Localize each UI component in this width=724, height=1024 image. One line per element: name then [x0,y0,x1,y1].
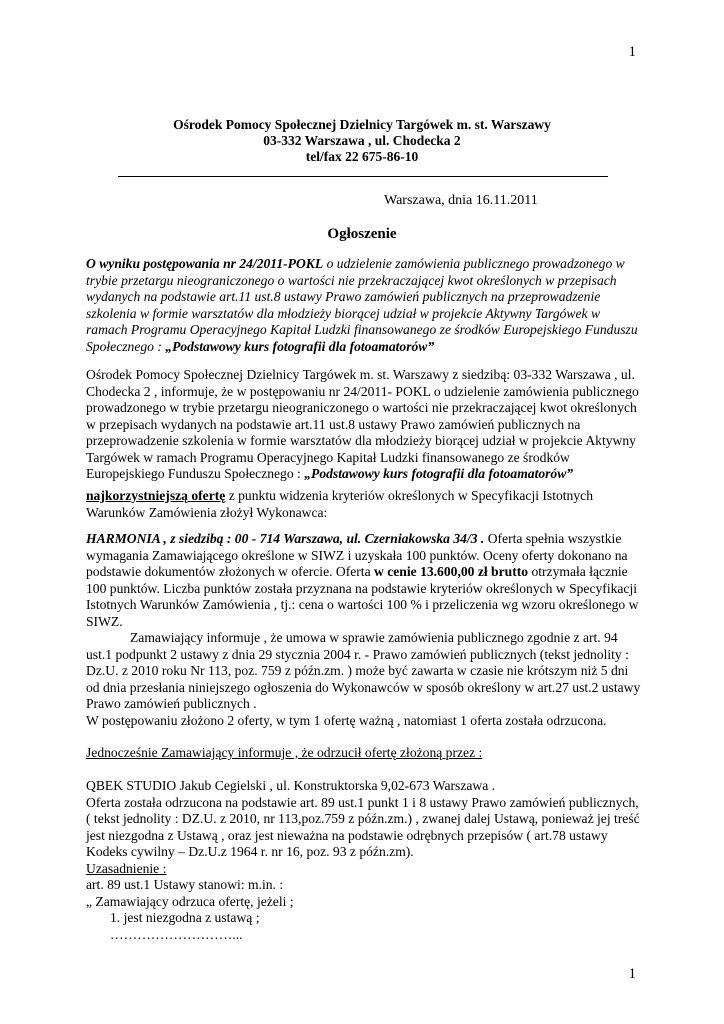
page-number-bottom: 1 [628,966,636,982]
justification-ellipsis: ………………………... [110,926,243,942]
paragraph-best-offer [86,488,642,521]
paragraph-offers-count: W postępowaniu złożono 2 oferty, w tym 1 ofertę ważną , natomiast 1 oferta została odrzucona. [86,712,607,728]
rejection-heading [86,745,642,762]
intro-paragraph [86,256,642,355]
paragraph-announcement-course: „Podstawowy kurs fotografii dla fotoamatorów” [304,466,574,481]
justification-label: Uzasadnienie : [86,860,167,876]
paragraph-winner [86,531,642,729]
letterhead-phone: tel/fax 22 675-86-10 [305,149,419,164]
justification-item-1: 1. jest niezgodna z ustawą ; [110,910,260,925]
rejected-offer-section [86,778,642,943]
rejected-company: QBEK STUDIO Jakub Cegielski , ul. Konstruktorska 9,02-673 Warszawa . [86,778,496,793]
intro-course-name: „Podstawowy kurs fotografii dla fotoamatorów” [165,338,435,354]
justification-line-1: art. 89 ust.1 Ustawy stanowi: m.in. : [86,877,284,892]
letterhead-address: 03-332 Warszawa , ul. Chodecka 2 [263,133,461,148]
document-title: Ogłoszenie [327,226,397,242]
letterhead [120,117,604,165]
intro-lead: O wyniku postępowania nr 24/2011-POKL [86,256,324,271]
rejection-heading-text: Jednocześnie Zamawiający informuje , że odrzucił ofertę złożoną przez : [86,745,483,760]
best-offer-label: najkorzystniejszą ofertę [86,488,226,503]
intro-text: o udzielenie zamówienia publicznego prowadzonego w trybie przetargu nieograniczonego o wartości nie przekraczającej kwot określonych w przepisach wydanych na podstawie art.11 ust.8 ustawy Prawo zamówień publicznych na przeprowadzenie szkolenia w formie warsztatów dla młodzieży biorącej udział w projekcie Aktywny Targówek w ramach Programu Operacyjnego Kapitał Ludzki finansowanego ze środków Europejskiego Funduszu Społecznego : [86,256,638,354]
winner-company: HARMONIA , z siedzibą : 00 - 714 Warszawa, ul. Czerniakowska 34/3 . [86,531,485,546]
winner-price: w cenie 13.600,00 zł brutto [374,564,529,579]
letterhead-institution: Ośrodek Pomocy Społecznej Dzielnicy Targówek m. st. Warszawy [173,117,551,132]
document-date: Warszawa, dnia 16.11.2011 [384,193,538,208]
paragraph-contract: Zamawiający informuje , że umowa w sprawie zamówienia publicznego zgodnie z art. 94 ust.1 podpunkt 2 ustawy z dnia 29 stycznia 2004 r. - Prawo zamówień publicznych (tekst jednolity : Dz.U. z 2010 roku Nr 113, poz. 759 z późn.zm. ) może być zawarta w czasie nie krótszym niż 5 dni od dnia przesłania niniejszego ogłoszenia do Wykonawców w sposób określony w art.27 ust.2 ustawy Prawo zamówień publicznych . [86,630,641,711]
rejected-reason: Oferta została odrzucona na podstawie art. 89 ust.1 punkt 1 i 8 ustawy Prawo zamówień publicznych, ( tekst jednolity : DZ.U. z 2010, nr 113,poz.759 z późn.zm.) , zwanej dalej Ustawą, ponieważ jej treść jest niezgodna z Ustawą , oraz jest nieważna na podstawie odrębnych przepisów ( art.78 ustawy Kodeks cywilny – Dz.U.z 1964 r. nr 16, poz. 93 z późn.zm). [86,794,640,859]
page-number-top: 1 [628,44,636,60]
winner-text-2: otrzymała łącznie 100 punktów. Liczba punktów została przyznana na podstawie kryteriów określonych w Specyfikacji Istotnych Warunków Zamówienia , tj.: cena o wartości 100 % i przeliczenia wg wzoru określonego w SIWZ. [86,564,639,629]
paragraph-announcement [86,367,642,483]
winner-text-1: Oferta spełnia wszystkie wymagania Zamawiającego określone w SIWZ i uzyskała 100 punktów. Oceny oferty dokonano na podstawie dokumentów złożonych w ofercie. Oferta [86,531,628,579]
best-offer-text: z punktu widzenia kryteriów określonych w Specyfikacji Istotnych Warunków Zamówienia złożył Wykonawca: [86,488,593,520]
justification-line-2: „ Zamawiający odrzuca ofertę, jeżeli ; [86,893,294,909]
paragraph-announcement-text: Ośrodek Pomocy Społecznej Dzielnicy Targówek m. st. Warszawy z siedzibą: 03-332 Warszawa , ul. Chodecka 2 , informuje, że w postępowaniu nr 24/2011- POKL o udzielenie zamówienia publicznego prowadzonego w trybie przetargu nieograniczonego o wartości nie przekraczającej kwot określonych w przepisach wydanych na podstawie art.11 ust.8 ustawy Prawo zamówień publicznych na przeprowadzenie szkolenia w formie warsztatów dla młodzieży biorącej udział w projekcie Aktywny Targówek w ramach Programu Operacyjnego Kapitał Ludzki finansowanego ze środków Europejskiego Funduszu Społecznego : [86,367,639,481]
header-divider [118,176,608,177]
